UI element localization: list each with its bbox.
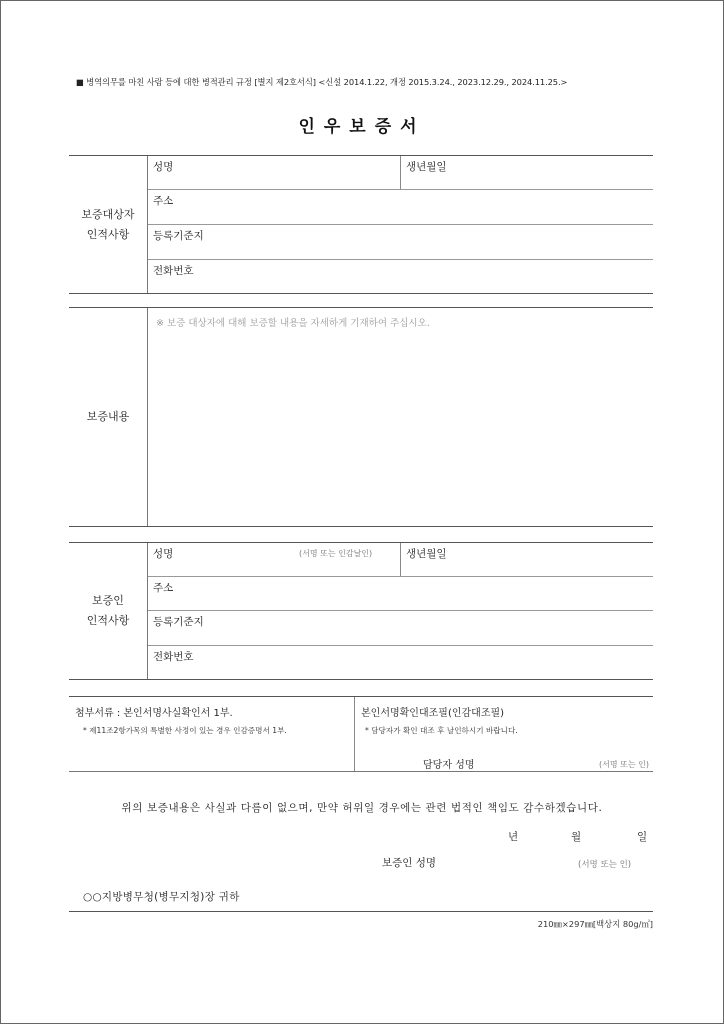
officer-sign-hint: (서명 또는 인) bbox=[599, 760, 649, 769]
guarantee-content-label-text: 보증내용 bbox=[86, 410, 130, 423]
guarantor-fields bbox=[148, 543, 653, 679]
target-person-label bbox=[69, 156, 148, 293]
addressee: ○○지방병무청(병무지청)장 귀하 bbox=[83, 891, 240, 903]
guarantor-section bbox=[69, 542, 653, 680]
guarantee-content-section bbox=[69, 307, 653, 527]
guarantor-registry-row[interactable] bbox=[148, 611, 653, 646]
attachment-docs-note: * 제11조2항가목의 특별한 사정이 있는 경우 인감증명서 1부. bbox=[83, 726, 287, 735]
target-person-fields bbox=[148, 156, 653, 293]
bottom-rule bbox=[69, 911, 653, 912]
signer-sign-hint[interactable]: (서명 또는 인) bbox=[578, 860, 632, 870]
guarantor-phone-row[interactable] bbox=[148, 646, 653, 681]
verification-box[interactable] bbox=[356, 697, 653, 771]
guarantor-address-row[interactable] bbox=[148, 577, 653, 611]
paper-spec: 210㎜×297㎜[백상지 80g/㎡] bbox=[537, 919, 653, 929]
guarantee-content-field[interactable] bbox=[148, 308, 653, 526]
attachment-docs bbox=[69, 697, 355, 771]
date-day[interactable]: 일 bbox=[637, 831, 648, 843]
date-month[interactable]: 월 bbox=[571, 831, 582, 843]
guarantor-label bbox=[69, 543, 148, 679]
target-birth-label: 생년월일 bbox=[406, 161, 447, 173]
declaration-text: 위의 보증내용은 사실과 다름이 없으며, 만약 허위일 경우에는 관련 법적인 책임도 감수하겠습니다. bbox=[121, 802, 603, 814]
target-name-label: 성명 bbox=[153, 161, 174, 173]
target-person-label-line2: 인적사항 bbox=[86, 227, 130, 241]
target-person-label-line1: 보증대상자 bbox=[81, 207, 135, 221]
guarantor-name-label: 성명 bbox=[153, 548, 174, 560]
verification-note: * 담당자가 확인 대조 후 날인하시기 바랍니다. bbox=[365, 726, 518, 735]
guarantor-birth-label: 생년월일 bbox=[406, 548, 447, 560]
attachment-docs-label: 첨부서류 : 본인서명사실확인서 1부. bbox=[75, 708, 233, 719]
target-registry-label: 등록기준지 bbox=[153, 230, 204, 242]
guarantor-label-line1: 보증인 bbox=[92, 594, 124, 607]
target-phone-row[interactable] bbox=[148, 260, 653, 295]
target-name-row[interactable] bbox=[148, 156, 653, 190]
attachment-section bbox=[69, 696, 653, 772]
signer-name-label: 보증인 성명 bbox=[382, 857, 437, 869]
guarantor-address-label: 주소 bbox=[153, 582, 174, 594]
guarantee-content-label bbox=[69, 308, 148, 526]
guarantor-label-line2: 인적사항 bbox=[86, 614, 130, 627]
target-registry-row[interactable] bbox=[148, 225, 653, 260]
target-address-label: 주소 bbox=[153, 195, 174, 207]
guarantor-registry-label: 등록기준지 bbox=[153, 616, 204, 628]
guarantor-name-row[interactable] bbox=[148, 543, 653, 577]
guarantee-content-hint: ※ 보증 대상자에 대해 보증할 내용을 자세하게 기재하여 주십시오. bbox=[156, 318, 430, 329]
guarantor-signature-hint: (서명 또는 인감날인) bbox=[299, 549, 373, 558]
date-year[interactable]: 년 bbox=[508, 831, 519, 843]
page-title: 인우보증서 bbox=[298, 117, 426, 137]
target-person-section bbox=[69, 155, 653, 294]
target-name-divider bbox=[400, 156, 401, 189]
target-phone-label: 전화번호 bbox=[153, 265, 194, 277]
guarantor-phone-label: 전화번호 bbox=[153, 651, 194, 663]
regulation-header: ■ 병역의무를 마친 사람 등에 대한 병적관리 규정 [별지 제2호서식] <신설 2014.1.22, 개정 2015.3.24., 2023.12.29., 2024.11.25.> bbox=[76, 77, 568, 87]
target-address-row[interactable] bbox=[148, 190, 653, 225]
verification-title: 본인서명확인대조필(인감대조필) bbox=[361, 708, 505, 719]
officer-name-label: 담당자 성명 bbox=[423, 760, 475, 771]
guarantor-name-divider bbox=[400, 543, 401, 576]
